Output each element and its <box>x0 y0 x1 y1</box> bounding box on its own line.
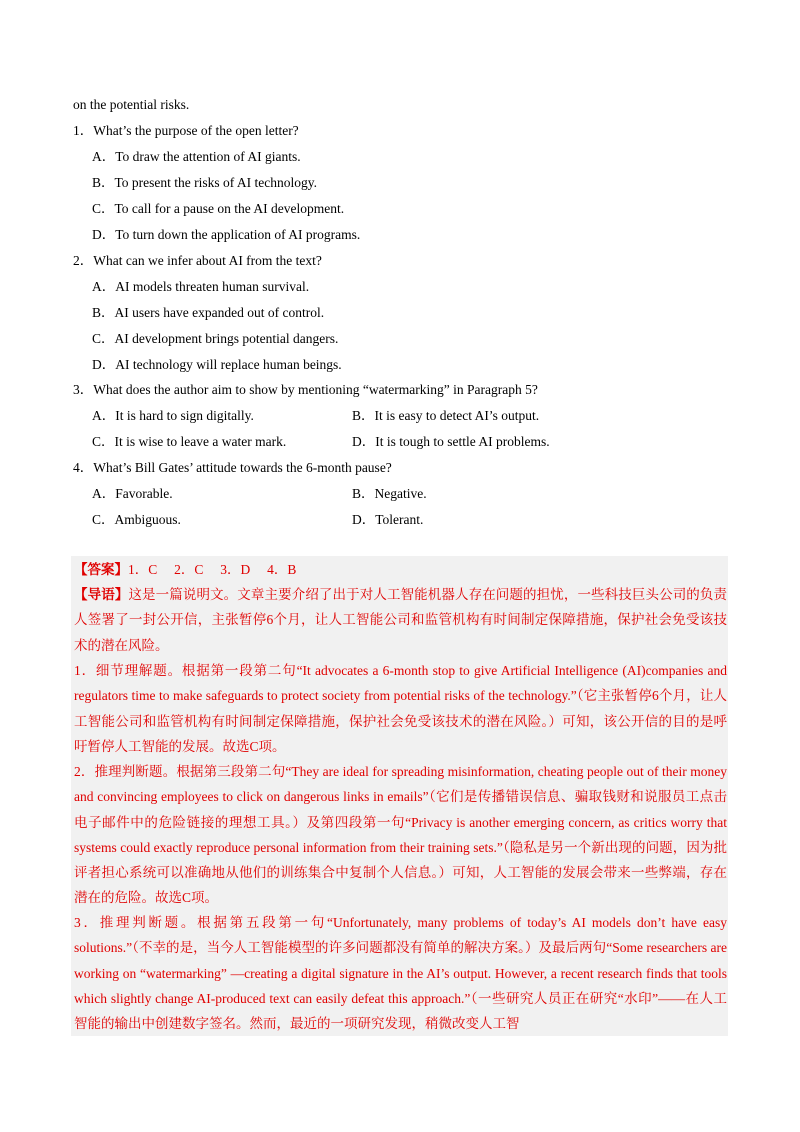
explanation-3: 3．推理判断题。根据第五段第一句“Unfortunately, many problems of today’s AI models don’t have easy solutions.”（不幸的是，当今人工智能模型的许多问题都没有简单的解决方案。）及最后两句“Some researchers are working on “watermarking” —creating a digital signature in the AI’s output. However, a recent research finds that tools which slightly change AI-produced text can easily defeat this approach.”（一些研究人员正在研究“水印”——在人工智能的输出中创建数字签名。然而，最近的一项研究发现，稍微改变人工智 <box>74 915 727 1032</box>
explanation-1: 1．细节理解题。根据第一段第二句“It advocates a 6-month stop to give Artificial Intelligence (AI)companies and regulators time to make safeguards to protect society from potential risks of the technology.”（它主张暂停6个月，让人工智能公司和监管机构有时间制定保障措施，保护社会免受该技术的潜在风险。）可知，该公开信的目的是呼吁暂停人工智能的发展。故选C项。 <box>74 663 727 754</box>
guide-tag: 【导语】 <box>74 587 129 602</box>
guide-paragraph <box>74 582 727 658</box>
question-4-option-c: C．Ambiguous. <box>92 512 181 527</box>
question-3-option-c: C．It is wise to leave a water mark. <box>92 434 287 449</box>
guide-text: 这是一篇说明文。文章主要介绍了出于对人工智能机器人存在问题的担忧，一些科技巨头公司的负责人签署了一封公开信，主张暂停6个月，让人工智能公司和监管机构有时间制定保障措施，保护社会免受该技术的潜在风险。 <box>74 587 728 653</box>
answer-values: 1．C 2．C 3．D 4．B <box>128 562 297 577</box>
answer-tag: 【答案】 <box>74 562 128 577</box>
question-3-option-a: A．It is hard to sign digitally. <box>92 408 254 423</box>
question-2-option-c: C．AI development brings potential dangers. <box>92 331 339 346</box>
question-4-option-b: B．Negative. <box>352 486 427 501</box>
question-2-option-a: A．AI models threaten human survival. <box>92 279 310 294</box>
question-3-option-b: B．It is easy to detect AI’s output. <box>352 408 540 423</box>
question-4-stem: 4．What’s Bill Gates’ attitude towards the 6-month pause? <box>73 460 392 475</box>
question-3-stem: 3．What does the author aim to show by mentioning “watermarking” in Paragraph 5? <box>73 382 538 397</box>
question-4-option-d: D．Tolerant. <box>352 512 424 527</box>
explanation-2: 2．推理判断题。根据第三段第二句“They are ideal for spreading misinformation, cheating people out of their money and convincing employees to click on dangerous links in emails”（它们是传播错误信息、骗取钱财和说服员工点击电子邮件中的危险链接的理想工具。）及第四段第一句“Privacy is another emerging concern, as critics worry that systems could exactly reproduce personal information from their training sets.”（隐私是另一个新出现的问题，因为批评者担心系统可以准确地从他们的训练集合中复制个人信息。）可知，人工智能的发展会带来一些弊端，存在潜在的危险。故选C项。 <box>74 764 727 906</box>
question-2-option-b: B．AI users have expanded out of control. <box>92 305 325 320</box>
question-1-option-b: B．To present the risks of AI technology. <box>92 175 318 190</box>
question-1-option-a: A．To draw the attention of AI giants. <box>92 149 301 164</box>
answer-key <box>74 557 727 582</box>
question-1-stem: 1．What’s the purpose of the open letter? <box>73 123 299 138</box>
question-1-option-d: D．To turn down the application of AI programs. <box>92 227 361 242</box>
question-4-option-a: A．Favorable. <box>92 486 173 501</box>
question-3-option-d: D．It is tough to settle AI problems. <box>352 434 550 449</box>
question-2-stem: 2．What can we infer about AI from the text? <box>73 253 322 268</box>
passage-tail: on the potential risks. <box>73 97 190 112</box>
question-1-option-c: C．To call for a pause on the AI development. <box>92 201 345 216</box>
question-2-option-d: D．AI technology will replace human beings. <box>92 357 342 372</box>
